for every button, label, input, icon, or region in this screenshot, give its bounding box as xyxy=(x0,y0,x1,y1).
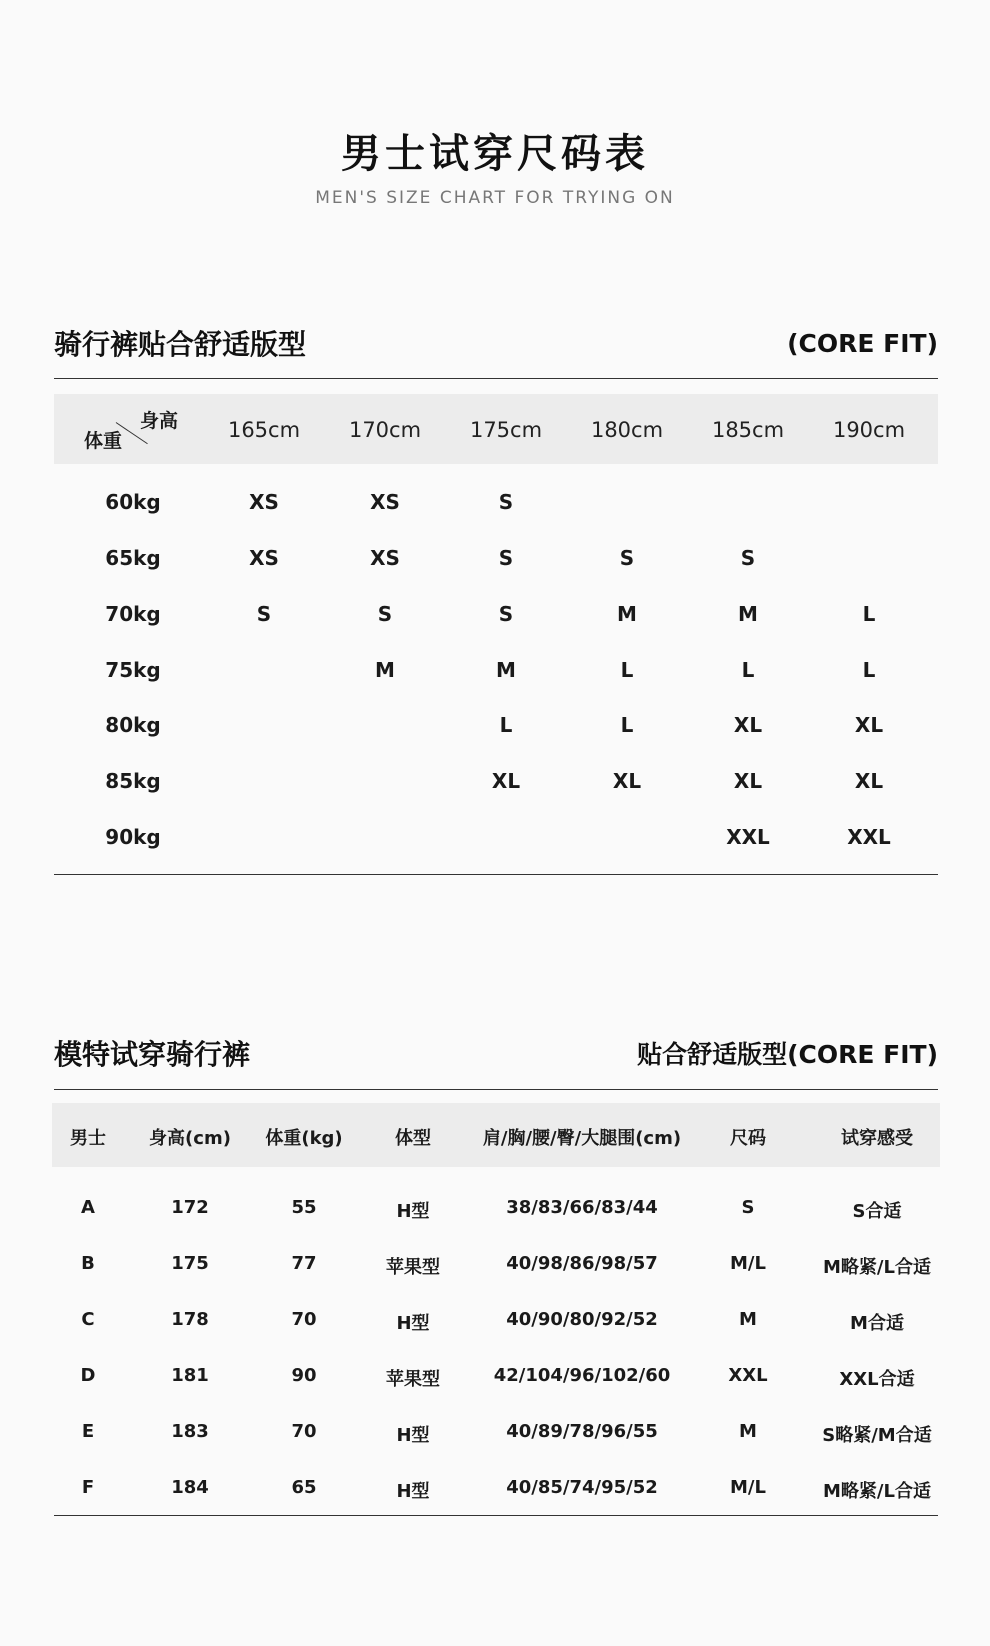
model-data-cell: 77 xyxy=(291,1253,317,1274)
size-cell: L xyxy=(862,658,876,682)
size-cell: S xyxy=(498,490,514,514)
model-id-cell: D xyxy=(80,1365,96,1386)
model-column-header: 肩/胸/腰/臀/大腿围(cm) xyxy=(482,1128,682,1149)
model-data-cell: XXL合适 xyxy=(839,1369,915,1390)
height-header-190cm: 190cm xyxy=(832,418,906,442)
section1-title: 骑行裤贴合舒适版型 xyxy=(54,328,307,361)
model-data-cell: H型 xyxy=(396,1313,430,1334)
model-data-cell: H型 xyxy=(396,1201,430,1222)
model-column-header: 男士 xyxy=(70,1128,106,1149)
size-cell: M xyxy=(738,602,758,626)
section2-fit-label: 贴合舒适版型(CORE FIT) xyxy=(637,1040,938,1069)
model-data-cell: 42/104/96/102/60 xyxy=(493,1365,671,1386)
section2-header xyxy=(54,1033,938,1073)
model-column-header: 体型 xyxy=(395,1128,431,1149)
model-data-cell: 65 xyxy=(291,1477,317,1498)
section1-fit-label: (CORE FIT) xyxy=(787,328,938,358)
size-cell: XL xyxy=(612,769,642,793)
weight-label-90kg: 90kg xyxy=(105,825,161,849)
model-data-cell: 40/90/80/92/52 xyxy=(506,1309,658,1330)
model-data-cell: S xyxy=(741,1197,755,1218)
model-data-cell: 40/89/78/96/55 xyxy=(506,1421,658,1442)
model-data-cell: H型 xyxy=(396,1481,430,1502)
page-title: 男士试穿尺码表 xyxy=(341,131,649,177)
size-cell: XL xyxy=(854,713,884,737)
page-subtitle: MEN'S SIZE CHART FOR TRYING ON xyxy=(315,188,675,208)
weight-label-70kg: 70kg xyxy=(105,602,161,626)
weight-label-60kg: 60kg xyxy=(105,490,161,514)
weight-label-85kg: 85kg xyxy=(105,769,161,793)
weight-label-80kg: 80kg xyxy=(105,713,161,737)
weight-label-75kg: 75kg xyxy=(105,658,161,682)
size-cell: L xyxy=(741,658,755,682)
model-data-cell: 70 xyxy=(291,1421,317,1442)
model-data-cell: 70 xyxy=(291,1309,317,1330)
model-data-cell: S略紧/M合适 xyxy=(822,1425,932,1446)
size-cell: S xyxy=(740,546,756,570)
size-cell: S xyxy=(498,546,514,570)
model-id-cell: B xyxy=(81,1253,95,1274)
size-cell: S xyxy=(498,602,514,626)
model-column-header: 体重(kg) xyxy=(265,1128,343,1149)
model-data-cell: 178 xyxy=(171,1309,209,1330)
model-data-cell: XXL xyxy=(728,1365,768,1386)
section1-top-rule xyxy=(54,378,938,379)
size-cell: XXL xyxy=(847,825,891,849)
size-cell: XL xyxy=(491,769,521,793)
section2-bottom-rule xyxy=(54,1515,938,1516)
size-cell: XXL xyxy=(726,825,770,849)
section1-bottom-rule xyxy=(54,874,938,875)
model-id-cell: A xyxy=(81,1197,95,1218)
section2-top-rule xyxy=(54,1089,938,1090)
corner-height-label: 身高 xyxy=(140,410,179,432)
height-header-165cm: 165cm xyxy=(227,418,301,442)
size-cell: XS xyxy=(370,490,400,514)
model-data-cell: 172 xyxy=(171,1197,209,1218)
model-data-cell: H型 xyxy=(396,1425,430,1446)
section1-header xyxy=(54,323,938,363)
size-cell: XL xyxy=(733,713,763,737)
model-data-cell: M xyxy=(739,1309,757,1330)
model-data-cell: S合适 xyxy=(852,1201,902,1222)
model-data-cell: M略紧/L合适 xyxy=(823,1257,931,1278)
model-data-cell: 184 xyxy=(171,1477,209,1498)
size-cell: L xyxy=(862,602,876,626)
size-cell: L xyxy=(620,658,634,682)
model-data-cell: 40/98/86/98/57 xyxy=(506,1253,658,1274)
model-data-cell: M合适 xyxy=(850,1313,904,1334)
model-data-cell: M/L xyxy=(730,1477,766,1498)
model-data-cell: 38/83/66/83/44 xyxy=(506,1197,658,1218)
model-column-header: 试穿感受 xyxy=(841,1128,913,1149)
model-column-header: 身高(cm) xyxy=(149,1128,231,1149)
model-data-cell: 183 xyxy=(171,1421,209,1442)
size-cell: M xyxy=(617,602,637,626)
corner-weight-label: 体重 xyxy=(84,430,123,452)
size-cell: XS xyxy=(249,490,279,514)
size-cell: S xyxy=(256,602,272,626)
model-data-cell: 175 xyxy=(171,1253,209,1274)
size-cell: S xyxy=(377,602,393,626)
section2-title: 模特试穿骑行裤 xyxy=(54,1038,251,1071)
size-cell: M xyxy=(375,658,395,682)
model-column-header: 尺码 xyxy=(730,1128,766,1149)
model-data-cell: 苹果型 xyxy=(386,1369,440,1390)
height-header-175cm: 175cm xyxy=(469,418,543,442)
size-cell: XS xyxy=(370,546,400,570)
size-cell: XL xyxy=(733,769,763,793)
model-data-cell: 181 xyxy=(171,1365,209,1386)
size-cell: M xyxy=(496,658,516,682)
model-id-cell: C xyxy=(81,1309,95,1330)
size-cell: XS xyxy=(249,546,279,570)
height-header-170cm: 170cm xyxy=(348,418,422,442)
model-data-cell: 苹果型 xyxy=(386,1257,440,1278)
model-id-cell: F xyxy=(81,1477,95,1498)
size-cell: S xyxy=(619,546,635,570)
model-data-cell: M xyxy=(739,1421,757,1442)
height-header-185cm: 185cm xyxy=(711,418,785,442)
size-cell: L xyxy=(499,713,513,737)
weight-label-65kg: 65kg xyxy=(105,546,161,570)
model-data-cell: 90 xyxy=(291,1365,317,1386)
height-header-180cm: 180cm xyxy=(590,418,664,442)
model-data-cell: M/L xyxy=(730,1253,766,1274)
model-id-cell: E xyxy=(81,1421,95,1442)
model-data-cell: M略紧/L合适 xyxy=(823,1481,931,1502)
model-data-cell: 40/85/74/95/52 xyxy=(506,1477,658,1498)
size-cell: XL xyxy=(854,769,884,793)
model-data-cell: 55 xyxy=(291,1197,317,1218)
size-cell: L xyxy=(620,713,634,737)
